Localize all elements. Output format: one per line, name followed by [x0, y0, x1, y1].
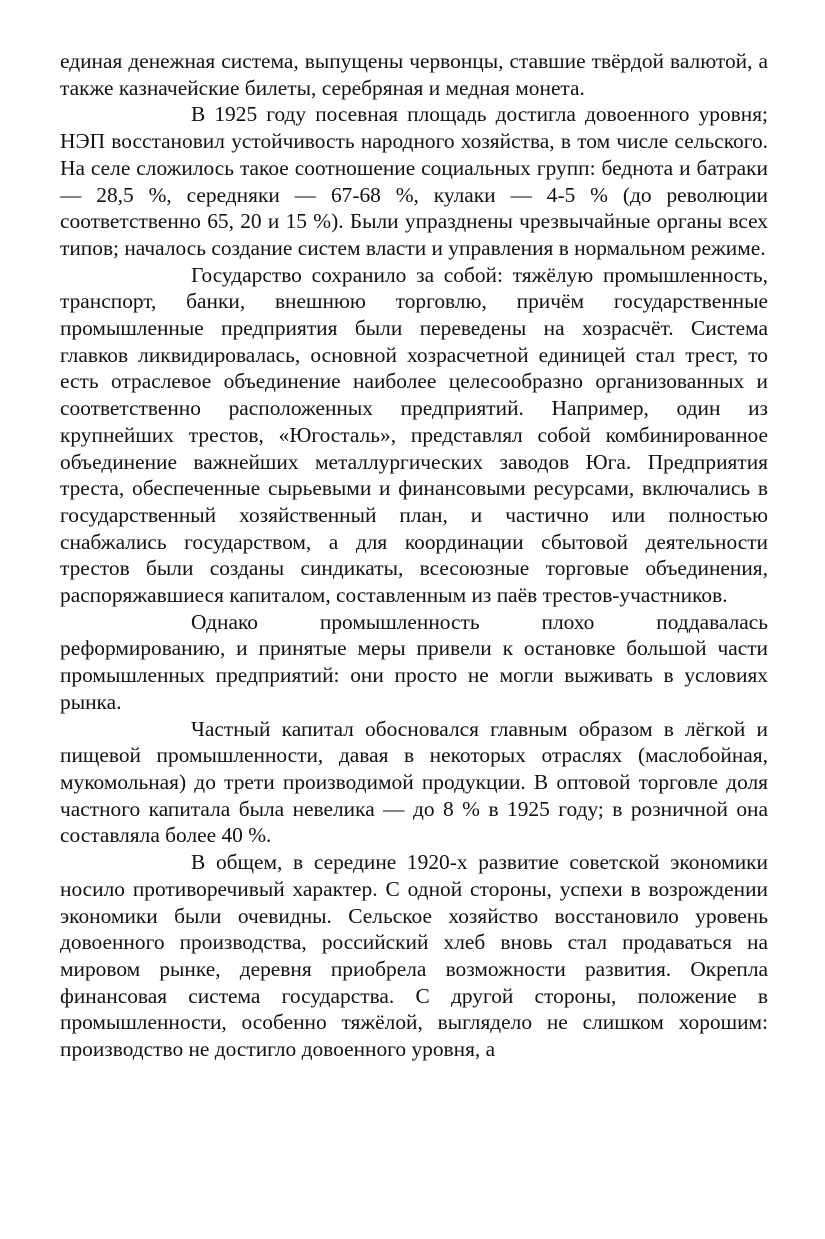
document-page: [60, 48, 768, 1063]
paragraph-state-industry: Государство сохранило за собой: тяжёлую промышленность, транспорт, банки, внешнюю торговлю, причём государственные промышленные предприятия были переведены на хозрасчёт. Система главков ликвидировалась, основной хозрасчетной единицей стал трест, то есть отраслевое объединение наиболее целесообразно организованных и соответственно расположенных предприятий. Например, один из крупнейших трестов, «Югосталь», представлял собой комбинированное объединение важнейших металлургических заводов Юга. Предприятия треста, обеспеченные сырьевыми и финансовыми ресурсами, включались в государственный хозяйственный план, и частично или полностью снабжались государством, а для координации сбытовой деятельности трестов были созданы синдикаты, всесоюзные торговые объединения, распоряжавшиеся капиталом, составленным из паёв трестов-участников.: [60, 262, 768, 608]
paragraph-economy-summary: В общем, в середине 1920-х развитие советской экономики носило противоречивый характер. С одной стороны, успехи в возрождении экономики были очевидны. Сельское хозяйство восстановило уровень довоенного производства, российский хлеб вновь стал продаваться на мировом рынке, деревня приобрела возможности развития. Окрепла финансовая система государства. С другой стороны, положение в промышленности, особенно тяжёлой, выглядело не слишком хорошим: производство не достигло довоенного уровня, а: [60, 850, 768, 1062]
paragraph-industry-reform: Однако промышленность плохо поддавалась реформированию, и принятые меры привели к остановке большой части промышленных предприятий: они просто не могли выживать в условиях рынка.: [60, 609, 768, 714]
paragraph-currency-system: единая денежная система, выпущены червонцы, ставшие твёрдой валютой, а также казначейские билеты, серебряная и медная монета.: [60, 49, 768, 100]
paragraph-private-capital: Частный капитал обосновался главным образом в лёгкой и пищевой промышленности, давая в некоторых отраслях (маслобойная, мукомольная) до трети производимой продукции. В оптовой торговле доля частного капитала была невелика — до 8 % в 1925 году; в розничной она составляла более 40 %.: [60, 716, 768, 848]
paragraph-1925-recovery: В 1925 году посевная площадь достигла довоенного уровня; НЭП восстановил устойчивость народного хозяйства, в том числе сельского. На селе сложилось такое соотношение социальных групп: беднота и батраки — 28,5 %, середняки — 67-68 %, кулаки — 4-5 % (до революции соответственно 65, 20 и 15 %). Были упразднены чрезвычайные органы всех типов; началось создание систем власти и управления в нормальном режиме.: [60, 102, 768, 260]
